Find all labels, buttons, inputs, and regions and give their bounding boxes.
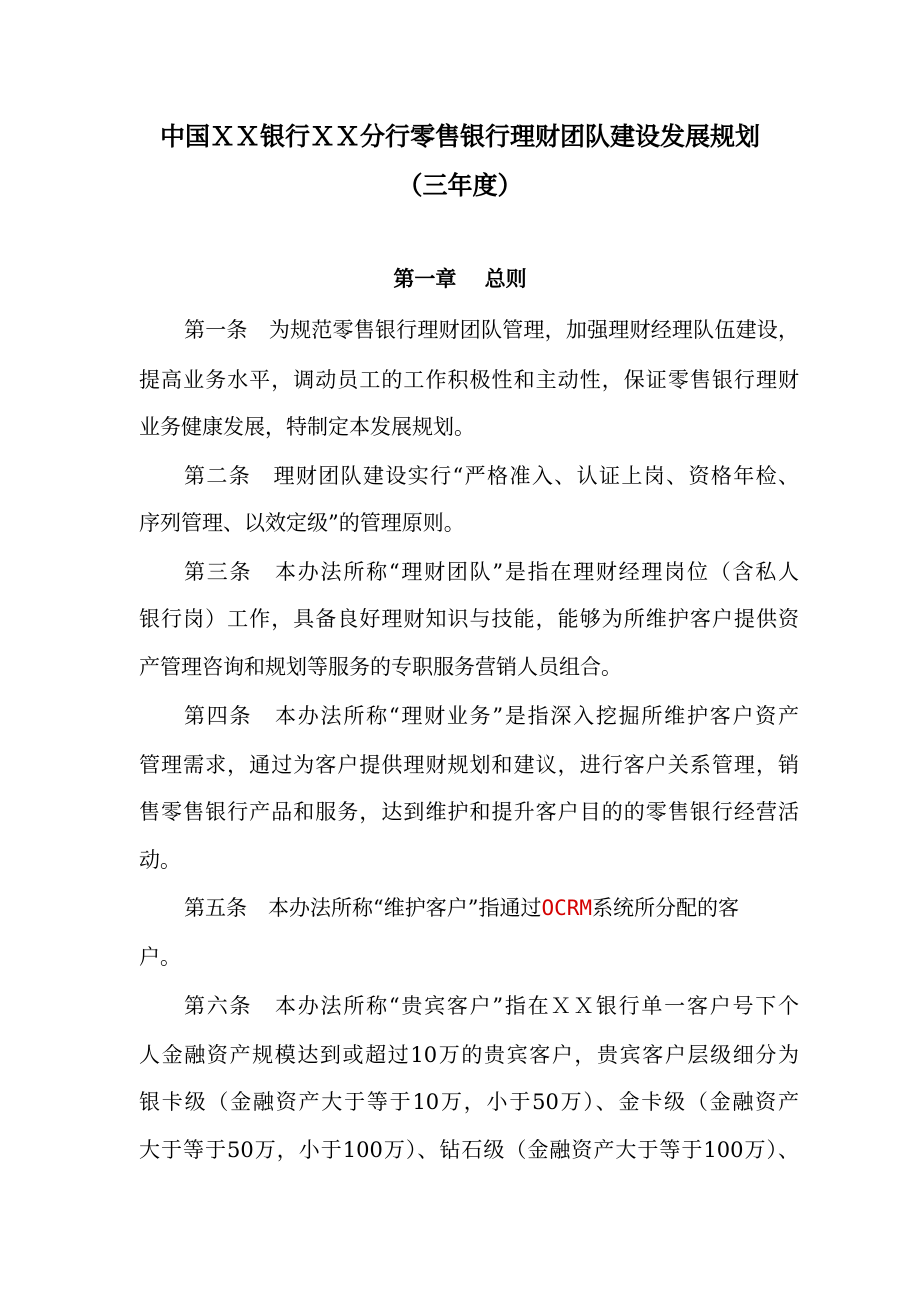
ocrm-highlight: OCRM (541, 896, 593, 920)
article-4-line-1: 第四条 本办法所称“理财业务”是指深入挖掘所维护客户资产 (184, 704, 799, 728)
article-4-line-4: 动。 (139, 848, 181, 872)
article-1-line-3: 业务健康发展，特制定本发展规划。 (139, 415, 475, 439)
article-5-line-1 (184, 894, 799, 922)
article-4-line-2: 管理需求，通过为客户提供理财规划和建议，进行客户关系管理，销 (139, 753, 799, 777)
article-3-line-1: 第三条 本办法所称“理财团队”是指在理财经理岗位（含私人 (184, 560, 799, 584)
article-6-line-2: 人金融资产规模达到或超过10万的贵宾客户，贵宾客户层级细分为 (139, 1043, 799, 1067)
chapter-heading: 第一章 总则 (393, 267, 527, 291)
article-1-line-1: 第一条 为规范零售银行理财团队管理，加强理财经理队伍建设， (184, 318, 799, 342)
document-subtitle: （三年度） (397, 171, 523, 200)
article-6-line-4: 大于等于50万，小于100万）、钻石级（金融资产大于等于100万）、 (139, 1138, 799, 1162)
article-6-line-3: 银卡级（金融资产大于等于10万，小于50万）、金卡级（金融资产 (139, 1090, 799, 1114)
article-3-line-3: 产管理咨询和规划等服务的专职服务营销人员组合。 (139, 655, 622, 679)
article-2-line-1: 第二条 理财团队建设实行“严格准入、认证上岗、资格年检、 (184, 464, 799, 488)
article-6-line-1: 第六条 本办法所称“贵宾客户”指在ＸＸ银行单一客户号下个 (184, 994, 799, 1018)
article-2-line-2: 序列管理、以效定级”的管理原则。 (139, 511, 465, 535)
article-5-text-before: 第五条 本办法所称“维护客户”指通过 (184, 896, 542, 920)
document-title: 中国ＸＸ银行ＸＸ分行零售银行理财团队建设发展规划 (159, 122, 760, 151)
article-3-line-2: 银行岗）工作，具备良好理财知识与技能，能够为所维护客户提供资 (139, 607, 799, 631)
article-4-line-3: 售零售银行产品和服务，达到维护和提升客户目的的零售银行经营活 (139, 800, 799, 824)
article-5-text-after: 系统所分配的客 (592, 896, 740, 920)
article-5-line-2: 户。 (139, 945, 181, 969)
article-1-line-2: 提高业务水平，调动员工的工作积极性和主动性，保证零售银行理财 (139, 368, 799, 392)
